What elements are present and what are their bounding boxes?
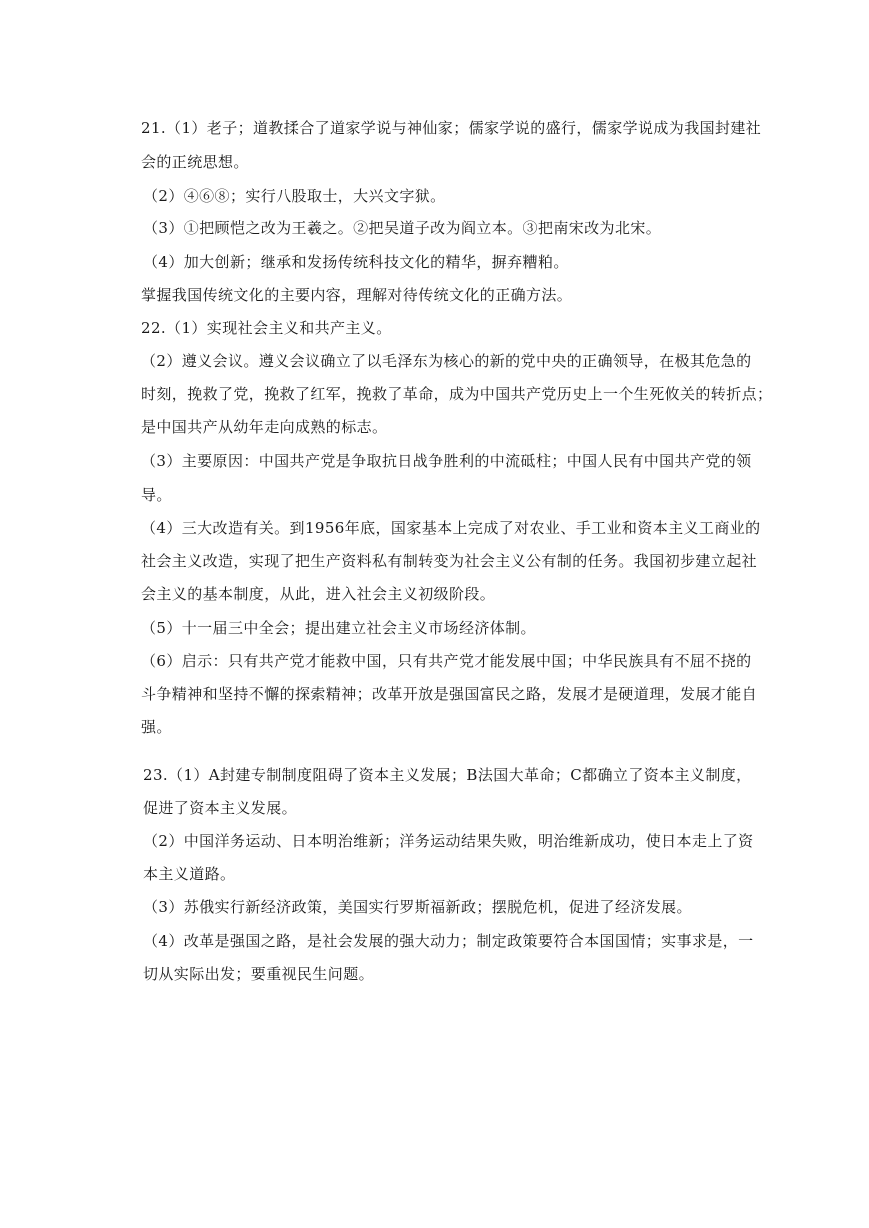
answer-21-line-2: 会的正统思想。 [141,153,249,171]
answer-23-line-2: 促进了资本主义发展。 [143,799,298,817]
answer-22-line-2: （2）遵义会议。遵义会议确立了以毛泽东为核心的新的党中央的正确领导，在极其危急的 [141,352,752,370]
answer-23-line-5: （3）苏俄实行新经济政策，美国实行罗斯福新政；摆脱危机，促进了经济发展。 [143,898,692,916]
answer-23-line-4: 本主义道路。 [143,865,236,883]
answer-22-line-3: 时刻，挽救了党，挽救了红军，挽救了革命，成为中国共产党历史上一个生死攸关的转折点； [141,385,773,403]
answer-22-line-5: （3）主要原因：中国共产党是争取抗日战争胜利的中流砥柱；中国人民有中国共产党的领 [141,452,752,470]
answer-23-line-1: 23.（1）A封建专制制度阻碍了资本主义发展；B法国大革命；C都确立了资本主义制度， [143,766,752,784]
answer-21-line-4: （3）①把顾恺之改为王羲之。②把吴道子改为阎立本。③把南宋改为北宋。 [143,219,662,237]
answer-22-line-13: 强。 [141,718,172,736]
answer-22-line-4: 是中国共产从幼年走向成熟的标志。 [141,418,388,436]
answer-22-line-11: （6）启示：只有共产党才能救中国，只有共产党才能发展中国；中华民族具有不屈不挠的 [141,652,752,670]
answer-21-line-1: 21.（1）老子；道教揉合了道家学说与神仙家；儒家学说的盛行，儒家学说成为我国封建社 [141,119,762,137]
answer-22-line-7: （4）三大改造有关。到1956年底，国家基本上完成了对农业、手工业和资本主义工商业的 [141,519,761,537]
answer-21-line-3: （2）④⑥⑧；实行八股取士，大兴文字狱。 [143,187,446,205]
answer-21-line-6: 掌握我国传统文化的主要内容，理解对待传统文化的正确方法。 [141,286,573,304]
answer-22-line-6: 导。 [141,486,172,504]
answer-22-line-12: 斗争精神和坚持不懈的探索精神；改革开放是强国富民之路，发展才是硬道理，发展才能自 [141,685,758,703]
answer-21-line-5: （4）加大创新；继承和发扬传统科技文化的精华，摒弃糟粕。 [143,253,569,271]
answer-22-line-1: 22.（1）实现社会主义和共产主义。 [141,319,392,337]
answer-22-line-10: （5）十一届三中全会；提出建立社会主义市场经济体制。 [141,619,536,637]
answer-23-line-7: 切从实际出发；要重视民生问题。 [143,965,375,983]
answer-22-line-8: 社会主义改造，实现了把生产资料私有制转变为社会主义公有制的任务。我国初步建立起社 [141,552,758,570]
answer-22-line-9: 会主义的基本制度，从此，进入社会主义初级阶段。 [141,585,496,603]
answer-23-line-6: （4）改革是强国之路，是社会发展的强大动力；制定政策要符合本国国情；实事求是，一 [143,932,754,950]
answer-23-line-3: （2）中国洋务运动、日本明治维新；洋务运动结果失败，明治维新成功，使日本走上了资 [143,832,754,850]
